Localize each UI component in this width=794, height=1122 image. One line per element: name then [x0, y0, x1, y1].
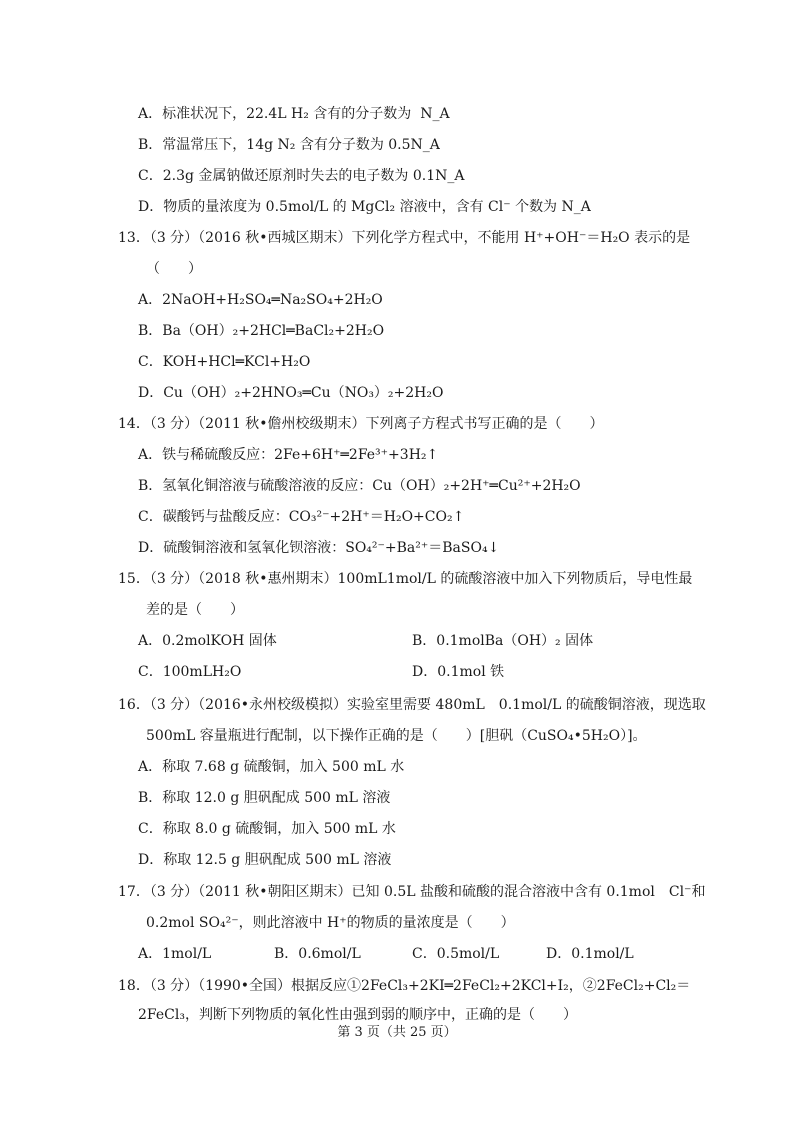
q14-option-b: B．氢氧化铜溶液与硫酸溶液的反应：Cu（OH）₂+2H⁺═Cu²⁺+2H₂O	[138, 478, 581, 494]
q12-option-c: C．2.3g 金属钠做还原剂时失去的电子数为 0.1N_A	[138, 168, 465, 184]
q13-option-d: D．Cu（OH）₂+2HNO₃═Cu（NO₃）₂+2H₂O	[138, 385, 444, 401]
q14-stem: 14．（3 分）（2011 秋•儋州校级期末）下列离子方程式书写正确的是（ ）	[118, 416, 604, 432]
q16-stem: 16．（3 分）（2016•永州校级模拟）实验室里需要 480mL 0.1mol/L 的硫酸铜溶液，现选取	[118, 697, 706, 713]
q12-option-a: A．标准状况下，22.4L H₂ 含有的分子数为 N_A	[138, 106, 450, 122]
q14-option-d: D．硫酸铜溶液和氢氧化钡溶液：SO₄²⁻+Ba²⁺＝BaSO₄↓	[138, 540, 500, 556]
q15-option-a: A．0.2molKOH 固体	[138, 633, 277, 649]
q17-stem-cont: 0.2mol SO₄²⁻，则此溶液中 H⁺的物质的量浓度是（ ）	[146, 915, 515, 931]
page-footer: 第 3 页（共 25 页）	[337, 1025, 457, 1040]
q16-option-b: B．称取 12.0 g 胆矾配成 500 mL 溶液	[138, 790, 391, 806]
q13-stem-cont: （ ）	[146, 261, 202, 277]
q13-stem: 13．（3 分）（2016 秋•西城区期末）下列化学方程式中，不能用 H⁺+OH⁻＝H₂O 表示的是	[118, 230, 691, 246]
q14-option-a: A．铁与稀硫酸反应：2Fe+6H⁺═2Fe³⁺+3H₂↑	[138, 447, 439, 463]
q17-option-b: B．0.6mol/L	[274, 946, 361, 962]
q18-stem: 18．（3 分）（1990•全国）根据反应①2FeCl₃+2KI═2FeCl₂+2KCl+I₂，②2FeCl₂+Cl₂＝	[118, 978, 691, 994]
q16-stem-cont: 500mL 容量瓶进行配制，以下操作正确的是（ ）[胆矾（CuSO₄•5H₂O）]。	[146, 728, 647, 744]
q12-option-b: B．常温常压下，14g N₂ 含有分子数为 0.5N_A	[138, 137, 440, 153]
q16-option-c: C．称取 8.0 g 硫酸铜，加入 500 mL 水	[138, 821, 396, 837]
q14-option-c: C．碳酸钙与盐酸反应：CO₃²⁻+2H⁺＝H₂O+CO₂↑	[138, 509, 465, 525]
q17-option-c: C．0.5mol/L	[412, 946, 500, 962]
q13-option-c: C．KOH+HCl═KCl+H₂O	[138, 354, 311, 370]
q17-option-a: A．1mol/L	[138, 946, 212, 962]
q15-option-d: D．0.1mol 铁	[412, 664, 505, 680]
q15-stem: 15．（3 分）（2018 秋•惠州期末）100mL1mol/L 的硫酸溶液中加入下列物质后，导电性最	[118, 571, 693, 587]
q15-stem-cont: 差的是（ ）	[146, 602, 244, 618]
q13-option-b: B．Ba（OH）₂+2HCl═BaCl₂+2H₂O	[138, 323, 385, 339]
q12-option-d: D．物质的量浓度为 0.5mol/L 的 MgCl₂ 溶液中，含有 Cl⁻ 个数为 N_A	[138, 199, 591, 215]
q16-option-a: A．称取 7.68 g 硫酸铜，加入 500 mL 水	[138, 759, 405, 775]
q17-stem: 17．（3 分）（2011 秋•朝阳区期末）已知 0.5L 盐酸和硫酸的混合溶液中含有 0.1mol Cl⁻和	[118, 884, 706, 900]
q17-option-d: D．0.1mol/L	[546, 946, 634, 962]
q18-stem-cont: 2FeCl₃，判断下列物质的氧化性由强到弱的顺序中，正确的是（ ）	[138, 1007, 577, 1023]
q13-option-a: A．2NaOH+H₂SO₄═Na₂SO₄+2H₂O	[138, 292, 383, 308]
q16-option-d: D．称取 12.5 g 胆矾配成 500 mL 溶液	[138, 852, 392, 868]
q15-option-b: B．0.1molBa（OH）₂ 固体	[412, 633, 594, 649]
q15-option-c: C．100mLH₂O	[138, 664, 242, 680]
